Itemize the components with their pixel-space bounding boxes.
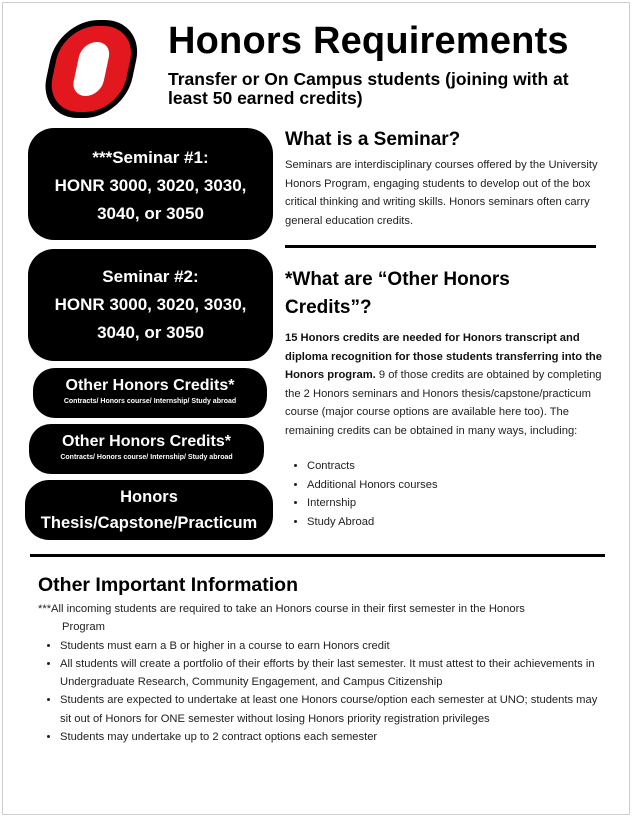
list-item: • All students will create a portfolio of their efforts by their last semester. It must attest to their achievements in Undergraduate Research, Community Engagement, and Campus Citizenship bbox=[60, 655, 598, 692]
other-credits-1-label: Other Honors Credits* bbox=[65, 377, 235, 394]
seminar-1-courses: HONR 3000, 3020, 3030, bbox=[54, 176, 247, 195]
other-credits-1-box bbox=[33, 368, 267, 418]
list-item: • Internship bbox=[307, 494, 587, 513]
other-credits-2-label: Other Honors Credits* bbox=[62, 433, 231, 450]
seminar-1-title: ***Seminar #1: bbox=[92, 148, 209, 167]
other-info-list bbox=[38, 600, 598, 746]
list-item: • Students must earn a B or higher in a course to earn Honors credit bbox=[60, 637, 598, 655]
list-item: • Additional Honors courses bbox=[307, 476, 587, 495]
seminar-info-heading: What is a Seminar? bbox=[285, 129, 461, 150]
seminar-2-box bbox=[28, 249, 273, 361]
other-credits-text: 9 of those credits are obtained by completing the 2 Honors seminars and Honors thesis/capstone/practicum course (major course options are available here too). The remaining credits can be obtained in many ways, including: bbox=[285, 369, 602, 437]
divider-rule bbox=[285, 245, 596, 248]
first-note-text: ***All incoming students are required to take an Honors course in their first semester in the Honors bbox=[38, 603, 525, 615]
other-credits-2-box bbox=[29, 424, 264, 474]
other-info-heading: Other Important Information bbox=[38, 574, 298, 596]
page-title: Honors Requirements bbox=[168, 20, 569, 62]
list-item: • Students are expected to undertake at least one Honors course/option each semester at UNO; students may sit out of Honors for ONE semester without losing Honors priority registration privileges bbox=[60, 691, 598, 728]
seminar-2-title: Seminar #2: bbox=[102, 267, 199, 286]
page-subtitle: Transfer or On Campus students (joining with at least 50 earned credits) bbox=[168, 69, 569, 108]
first-note bbox=[38, 600, 598, 637]
first-note-cont: Program bbox=[62, 621, 105, 634]
seminar-1-box bbox=[28, 128, 273, 240]
seminar-2-courses: HONR 3000, 3020, 3030, bbox=[54, 295, 247, 314]
section-divider-rule bbox=[30, 554, 605, 557]
other-credits-heading: *What are “Other Honors Credits”? bbox=[285, 269, 510, 318]
list-item: • Students may undertake up to 2 contract options each semester bbox=[60, 728, 598, 746]
thesis-title: Honors bbox=[120, 488, 178, 506]
university-logo bbox=[30, 14, 160, 124]
other-credits-bold-text: 15 Honors credits are needed for Honors transcript and diploma recognition for those students transferring into the Honors program. bbox=[285, 332, 602, 381]
info-bullets bbox=[38, 637, 598, 747]
seminar-1-courses-cont: 3040, or 3050 bbox=[97, 204, 204, 223]
other-credits-2-note: Contracts/ Honors course/ Internship/ Study abroad bbox=[60, 454, 233, 461]
thesis-subtitle: Thesis/Capstone/Practicum bbox=[40, 514, 258, 532]
other-credits-list bbox=[287, 457, 587, 531]
seminar-2-courses-cont: 3040, or 3050 bbox=[97, 323, 204, 342]
list-item: • Contracts bbox=[307, 457, 587, 476]
list-item: • Study Abroad bbox=[307, 513, 587, 532]
seminar-info-text: Seminars are interdisciplinary courses offered by the University Honors Program, engaging students to develop out of the box critical thinking and writing skills. Honors seminars often carry general education credits. bbox=[285, 159, 598, 227]
other-credits-list-wrap bbox=[287, 457, 587, 531]
thesis-box bbox=[25, 480, 273, 540]
other-credits-1-note: Contracts/ Honors course/ Internship/ Study abroad bbox=[63, 398, 237, 405]
other-credits-description bbox=[285, 329, 607, 440]
